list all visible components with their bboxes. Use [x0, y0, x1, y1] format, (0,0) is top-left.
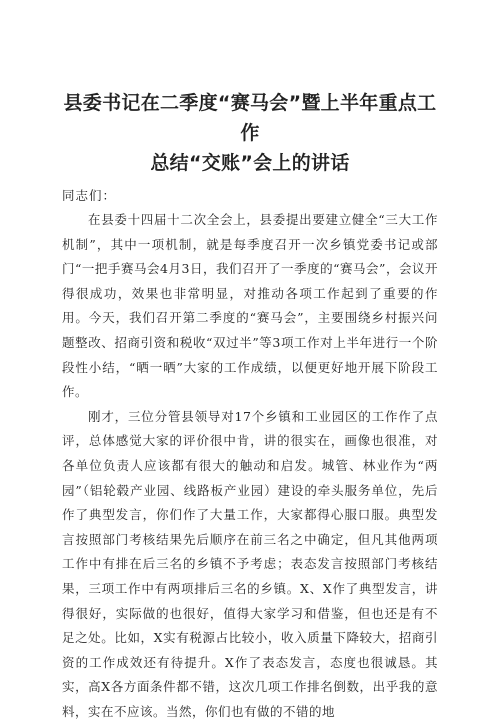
salutation: 同志们： — [62, 188, 117, 203]
paragraph-1: 在县委十四届十二次全会上，县委提出要建立健全“三大工作机制”，其中一项机制，就是每季度召开一次乡镇党委书记或部门“一把手赛马会4月3日，我们召开了一季度的“赛马会”，会议开得很成功，效果也非常明显，对推动各项工作起到了重要的作用。今天，我们召开第二季度的“赛马会”，主要围绕乡村振兴问题整改、招商引资和税收“双过半”等3项工作对上半年进行一个阶段性小结，“晒一晒”大家的工作成绩，以便更好地开展下阶段工作。 — [62, 212, 438, 400]
title-line-2: 总结“交账”会上的讲话 — [150, 152, 350, 174]
title-line-1: 县委书记在二季度“赛马会”暨上半年重点工作 — [63, 92, 437, 144]
paragraph-2: 刚才，三位分管县领导对17个乡镇和工业园区的工作作了点评，总体感觉大家的评价很中肯，讲的很实在，画像也很准，对各单位负责人应该都有很大的触动和启发。城管、林业作为“两园”（铝轮毂产业园、线路板产业园）建设的牵头服务单位，先后作了典型发言，你们作了大量工作，大家都得心服口服。典型发言按照部门考核结果先后顺序在前三名之中确定，但凡其他两项工作中有排在后三名的乡镇不予考虑；表态发言按照部门考核结果，三项工作中有两项排后三名的乡镇。X、X作了典型发言，讲得很好，实际做的也很好，值得大家学习和借鉴，但也还是有不足之处。比如，X实有税源占比较小，收入质量下降较大，招商引资的工作成效还有待提升。X作了表态发言，态度也很诚恳。其实，高X各方面条件都不错，这次几项工作排名倒数，出乎我的意料，实在不应该。当然，你们也有做的不错的地 — [62, 408, 438, 719]
document-title — [62, 88, 438, 178]
